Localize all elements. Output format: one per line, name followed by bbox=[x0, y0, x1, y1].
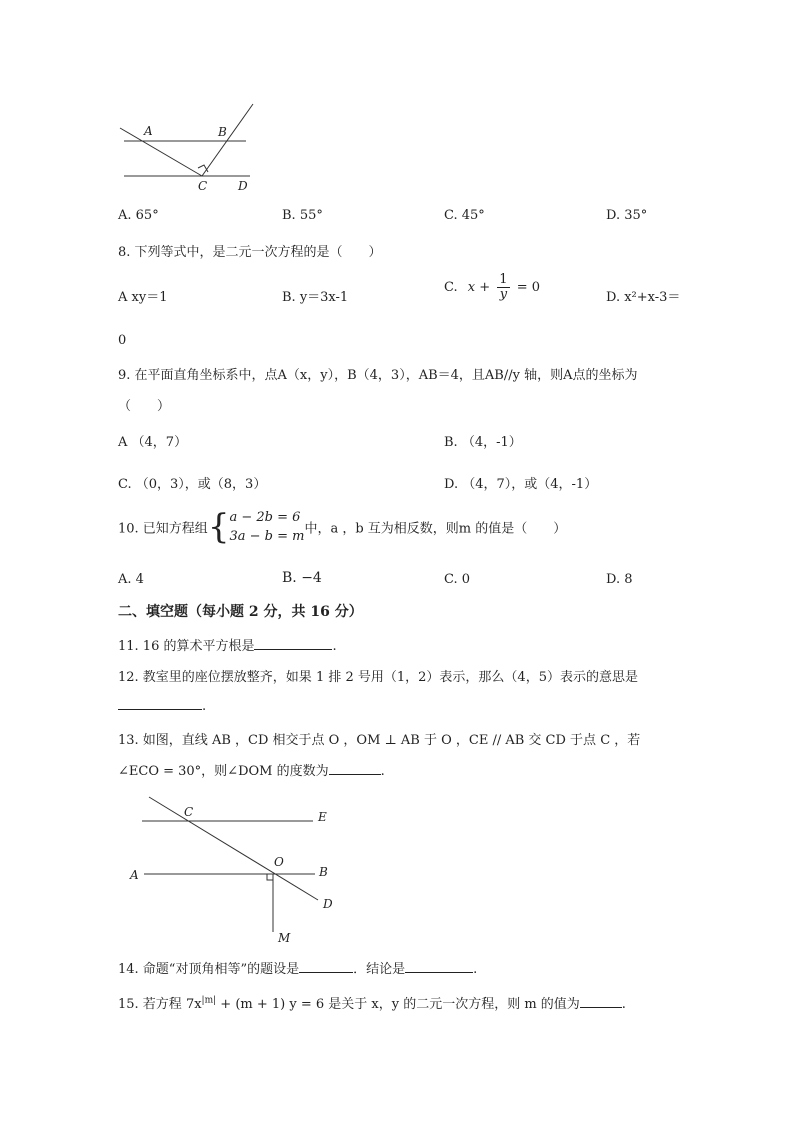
q11-text: 11. 16 的算术平方根是 bbox=[118, 639, 255, 654]
q9-option-c: C. （0，3），或（8，3） bbox=[118, 477, 267, 492]
label-o: O bbox=[274, 855, 284, 869]
label-a: A bbox=[144, 124, 153, 138]
q9-option-a: A （4，7） bbox=[118, 435, 188, 450]
fraction bbox=[497, 273, 509, 302]
answer-blank bbox=[118, 697, 202, 710]
fraction-denominator: y bbox=[499, 287, 508, 302]
q13-text: ∠ECO = 30°，则∠DOM 的度数为 bbox=[118, 764, 329, 779]
q8-option-c bbox=[444, 273, 540, 302]
q9-stem: 9. 在平面直角坐标系中，点A（x，y），B（4，3），AB＝4，且AB//y 轴，则A点的坐标为 bbox=[118, 368, 638, 383]
section-title: 二、填空题（每小题 2 分，共 16 分） bbox=[118, 604, 363, 620]
q12-answer-line bbox=[118, 697, 206, 714]
q15-exponent: |m| bbox=[201, 995, 217, 1006]
q10-option-c: C. 0 bbox=[444, 572, 471, 587]
q9-option-d: D. （4，7），或（4，-1） bbox=[444, 477, 598, 492]
answer-blank-premise bbox=[299, 960, 353, 973]
label-b: B bbox=[319, 865, 328, 879]
q14-text-2: ．结论是 bbox=[353, 962, 406, 977]
label-a: A bbox=[130, 868, 139, 882]
q7-option-b: B. 55° bbox=[282, 208, 323, 223]
q8-option-a: A xy＝1 bbox=[118, 290, 168, 305]
equation-2: 3a − b = m bbox=[229, 529, 305, 544]
q8-option-c-label: C. bbox=[444, 280, 458, 295]
q15-end: . bbox=[621, 997, 626, 1012]
q11 bbox=[118, 635, 337, 654]
q9-stem-continued: （ ） bbox=[118, 399, 171, 414]
q15-mid: + (m + 1) y = 6 是关于 x，y 的二元一次方程，则 m 的值为 bbox=[216, 997, 580, 1012]
q13-line-1: 13. 如图，直线 AB ，CD 相交于点 O ，OM ⊥ AB 于 O ，CE // AB 交 CD 于点 C ，若 bbox=[118, 733, 641, 748]
q14-end: . bbox=[473, 962, 478, 977]
answer-blank bbox=[580, 995, 622, 1008]
label-d: D bbox=[323, 897, 333, 911]
q7-option-d: D. 35° bbox=[606, 208, 648, 223]
q10-option-d: D. 8 bbox=[606, 572, 633, 587]
equation-system bbox=[229, 508, 304, 546]
q10-suffix: 中，a ，b 互为相反数，则m 的值是（ ） bbox=[304, 521, 567, 537]
q12-text: 12. 教室里的座位摆放整齐，如果 1 排 2 号用（1，2）表示，那么（4，5）表示的意思是 bbox=[118, 670, 638, 685]
q13-line-2 bbox=[118, 760, 385, 779]
brace-symbol: { bbox=[207, 507, 230, 547]
q7-figure bbox=[110, 98, 270, 198]
q7-option-a: A. 65° bbox=[118, 208, 159, 223]
q8-option-c-lhs: x + bbox=[467, 280, 491, 295]
q8-option-b: B. y＝3x-1 bbox=[282, 290, 349, 305]
q15-prefix: 15. 若方程 7x bbox=[118, 997, 202, 1012]
q10-option-b: B. −4 bbox=[282, 570, 322, 586]
transversal-ac bbox=[120, 128, 202, 176]
q13-end: . bbox=[380, 764, 385, 779]
answer-blank bbox=[254, 637, 332, 650]
q8-option-c-rhs: = 0 bbox=[516, 280, 540, 295]
q10-prefix: 10. 已知方程组 bbox=[118, 521, 208, 537]
answer-blank bbox=[329, 762, 381, 775]
q11-end: . bbox=[332, 639, 337, 654]
line-cd bbox=[149, 797, 318, 900]
q10-stem bbox=[118, 508, 566, 546]
transversal-bc bbox=[202, 104, 253, 176]
q10-option-a: A. 4 bbox=[118, 572, 144, 587]
label-c: C bbox=[184, 805, 194, 819]
q12-end: . bbox=[202, 699, 207, 714]
label-e: E bbox=[318, 810, 327, 824]
q7-option-c: C. 45° bbox=[444, 208, 485, 223]
label-c: C bbox=[198, 179, 208, 193]
fraction-numerator: 1 bbox=[499, 272, 508, 287]
q15 bbox=[118, 993, 626, 1012]
label-d: D bbox=[238, 179, 248, 193]
q8-stem: 8. 下列等式中，是二元一次方程的是（ ） bbox=[118, 245, 382, 260]
label-b: B bbox=[218, 125, 227, 139]
right-angle-mark bbox=[267, 874, 273, 880]
q14-text-1: 14. 命题“对顶角相等”的题设是 bbox=[118, 962, 300, 977]
answer-blank-conclusion bbox=[405, 960, 473, 973]
label-m: M bbox=[278, 931, 291, 945]
q9-option-b: B. （4，-1） bbox=[444, 435, 522, 450]
q14 bbox=[118, 958, 477, 977]
q8-option-d: D. x²+x-3＝ bbox=[606, 290, 681, 305]
right-angle-mark bbox=[198, 165, 208, 172]
q8-option-d-continued: 0 bbox=[118, 333, 127, 348]
equation-1: a − 2b = 6 bbox=[229, 510, 301, 525]
q13-figure bbox=[120, 790, 350, 950]
